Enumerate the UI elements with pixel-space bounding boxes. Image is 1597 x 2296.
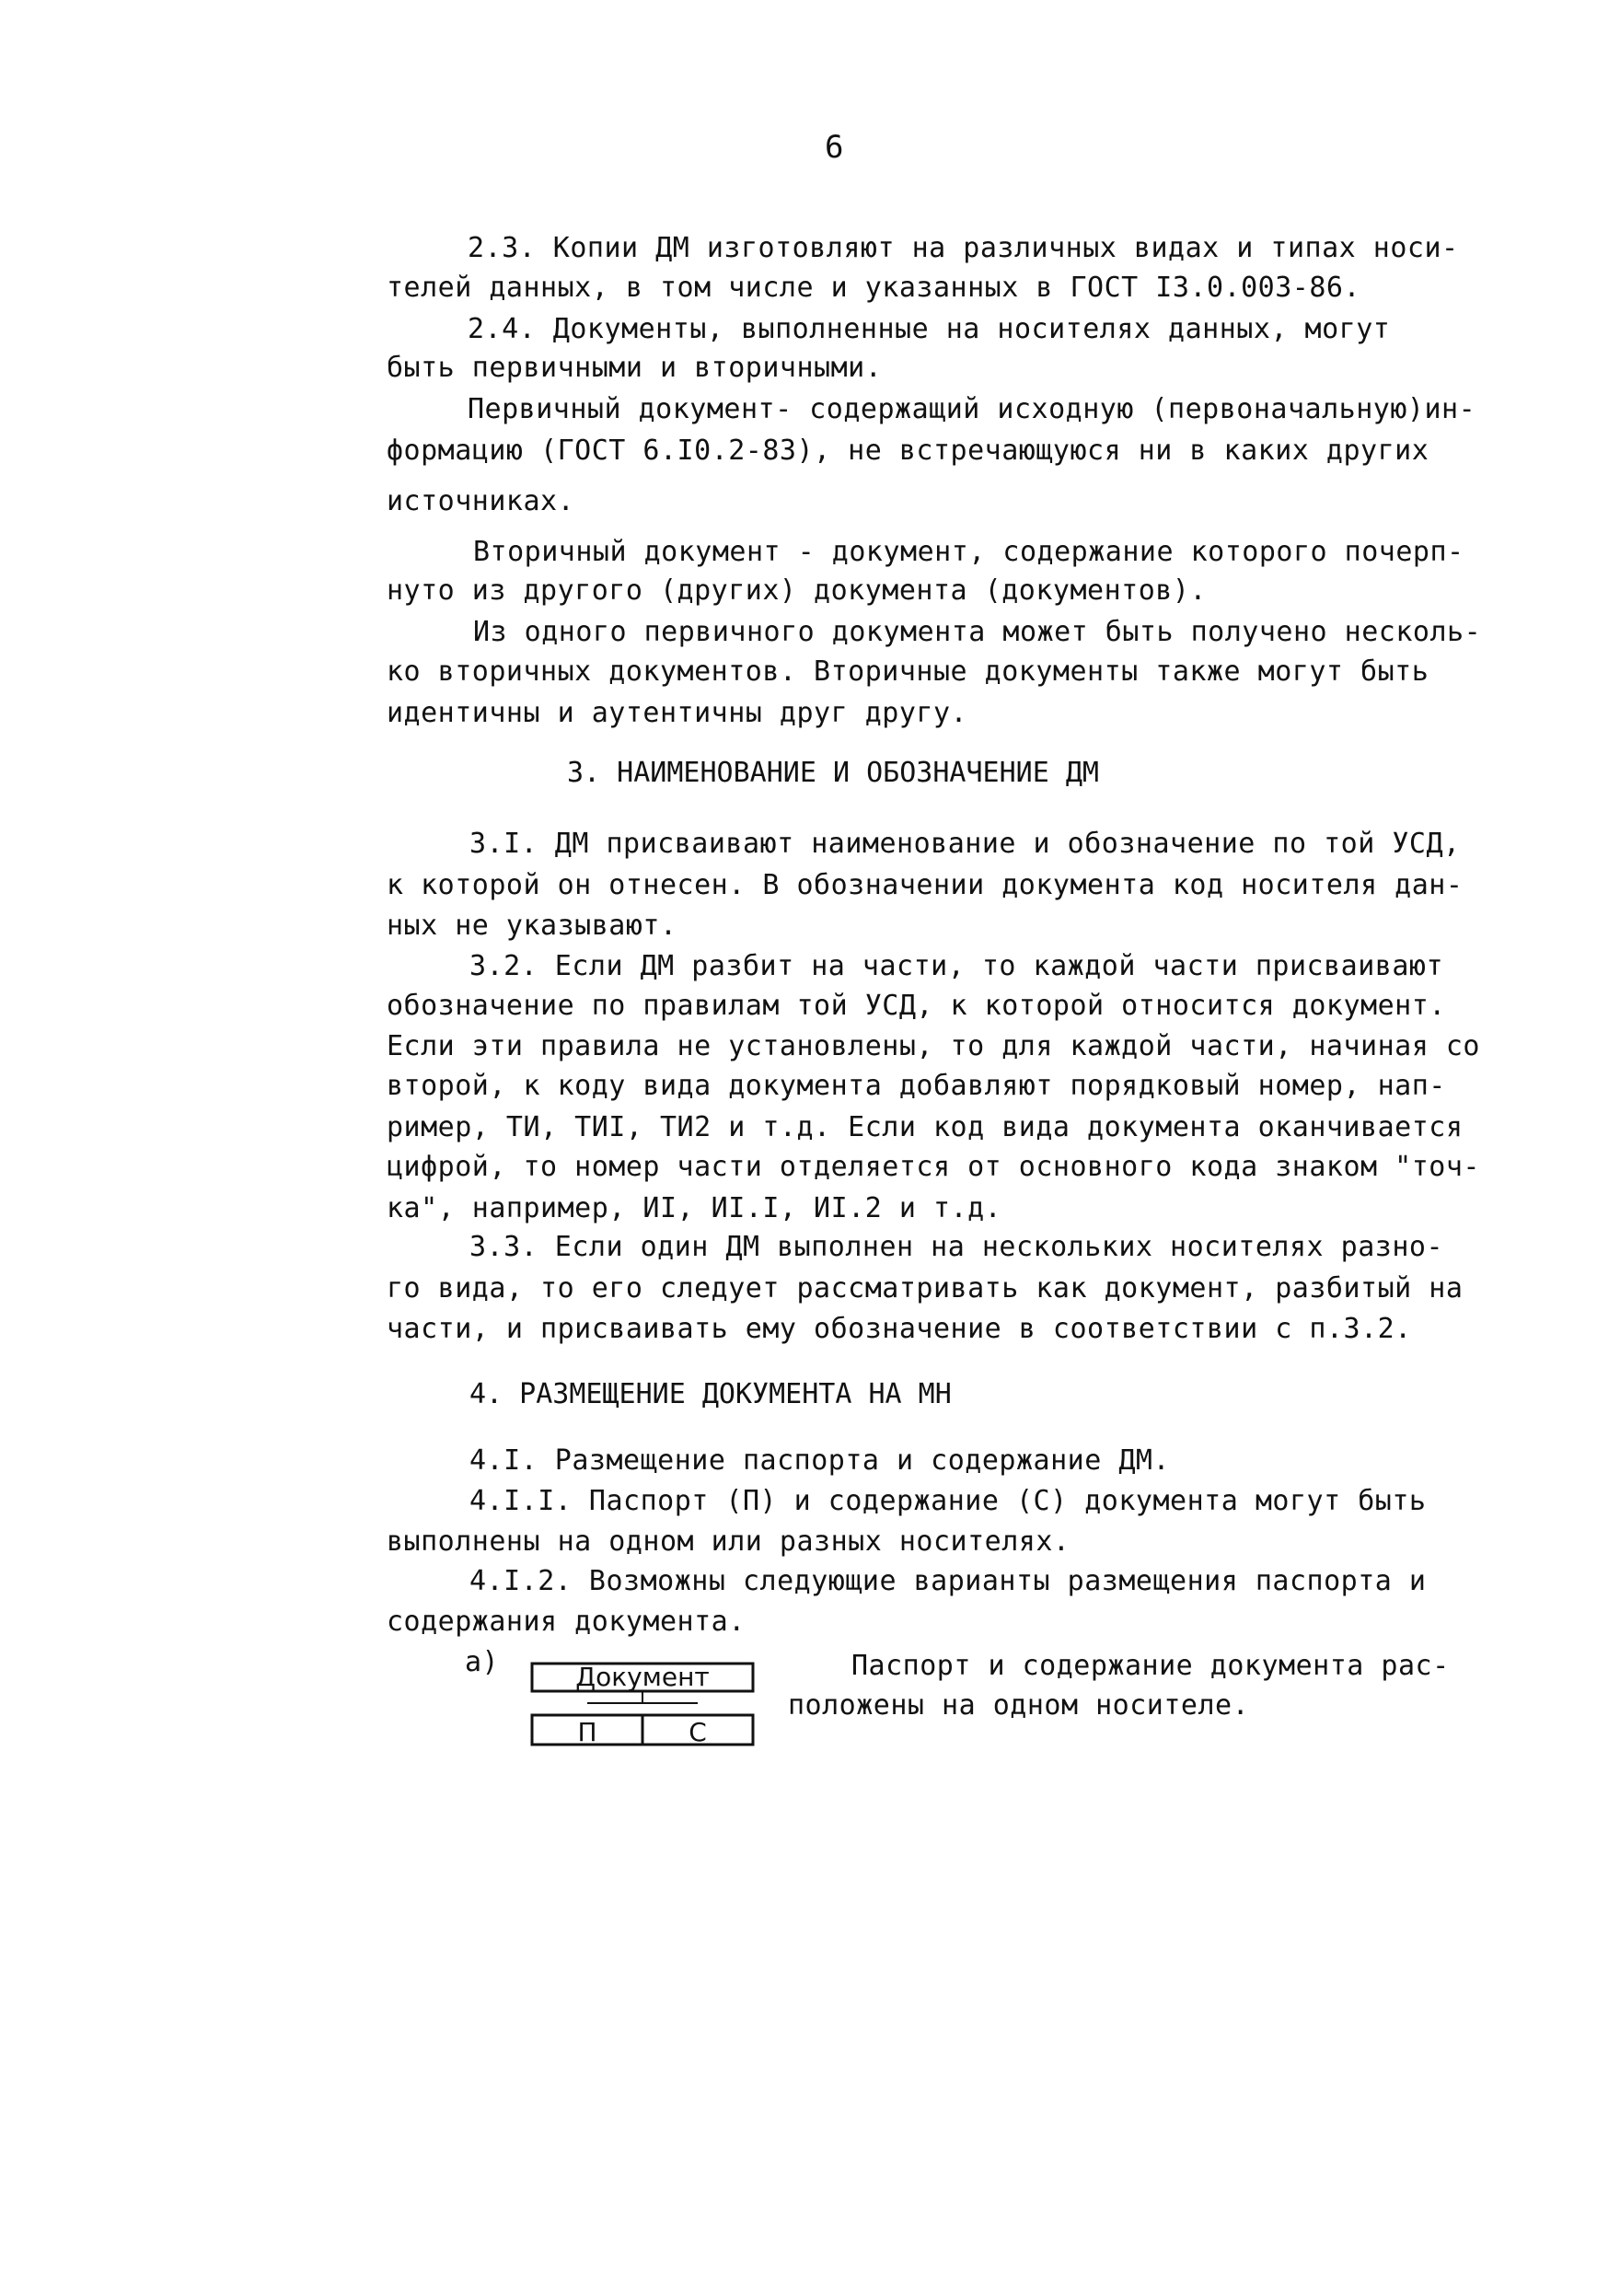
page-number: 6 <box>825 129 844 166</box>
text-line: части, и присваивать ему обозначение в соответствии с п.3.2. <box>387 1313 1412 1345</box>
text-line: 4.I.2. Возможны следующие варианты размещения паспорта и <box>469 1565 1427 1597</box>
section-heading: 4. РАЗМЕЩЕНИЕ ДОКУМЕНТА НА МН <box>469 1378 952 1410</box>
text-line: второй, к коду вида документа добавляют порядковый номер, нап- <box>387 1070 1446 1102</box>
text-line: Вторичный документ - документ, содержание которого почерп- <box>473 536 1464 568</box>
text-line: телей данных, в том числе и указанных в ГОСТ I3.0.003-86. <box>387 272 1361 304</box>
text-line: нуто из другого (других) документа (документов). <box>387 574 1207 607</box>
text-line: ример, ТИ, ТИI, ТИ2 и т.д. Если код вида документа оканчивается <box>387 1111 1464 1143</box>
text-line: обозначение по правилам той УСД, к которой относится документ. <box>387 990 1446 1022</box>
text-line: цифрой, то номер части отделяется от основного кода знаком "точ- <box>387 1151 1480 1183</box>
text-line: Из одного первичного документа может быть получено несколь- <box>473 616 1482 648</box>
text-line: ка", например, ИI, ИI.I, ИI.2 и т.д. <box>387 1192 1002 1224</box>
placement-diagram-svg <box>497 1652 773 1754</box>
text-line: Если эти правила не установлены, то для каждой части, начиная со <box>387 1030 1480 1062</box>
text-line: 2.3. Копии ДМ изготовляют на различных видах и типах носи- <box>468 232 1459 264</box>
passport-label: П <box>577 1717 597 1747</box>
text-line: к которой он отнесен. В обозначении документа код носителя дан- <box>387 869 1464 901</box>
document-label: Документ <box>575 1662 710 1692</box>
text-line: источниках. <box>387 485 575 517</box>
text-line: Первичный документ- содержащий исходную (первоначальную)ин- <box>468 393 1476 425</box>
text-line: 3.2. Если ДМ разбит на части, то каждой части присваивают <box>469 950 1444 982</box>
text-line: 4.I.I. Паспорт (П) и содержание (С) документа могут быть <box>469 1485 1427 1517</box>
text-line: го вида, то его следует рассматривать как документ, разбитый на <box>387 1272 1464 1305</box>
text-line: идентичны и аутентичны друг другу. <box>387 697 968 729</box>
text-line: 3.I. ДМ присваивают наименование и обозначение по той УСД, <box>469 828 1461 860</box>
caption-line: положены на одном носителе. <box>788 1689 1250 1722</box>
variant-marker: а) <box>465 1646 500 1678</box>
text-line: выполнены на одном или разных носителях. <box>387 1525 1070 1558</box>
text-line: содержания документа. <box>387 1606 746 1638</box>
text-line: 3.3. Если один ДМ выполнен на нескольких носителях разно- <box>469 1231 1444 1263</box>
placement-diagram <box>497 1652 773 1754</box>
text-line: формацию (ГОСТ 6.I0.2-83), не встречающуюся ни в каких других <box>387 435 1429 467</box>
text-line: 2.4. Документы, выполненные на носителях данных, могут <box>468 313 1391 345</box>
content-label: С <box>689 1717 707 1747</box>
section-heading: 3. НАИМЕНОВАНИЕ И ОБОЗНАЧЕНИЕ ДМ <box>567 757 1099 789</box>
text-line: ных не указывают. <box>387 910 677 942</box>
text-line: 4.I. Размещение паспорта и содержание ДМ. <box>469 1444 1171 1477</box>
caption-line: Паспорт и содержание документа рас- <box>851 1650 1450 1682</box>
text-line: ко вторичных документов. Вторичные документы также могут быть <box>387 655 1429 688</box>
text-line: быть первичными и вторичными. <box>387 352 883 384</box>
